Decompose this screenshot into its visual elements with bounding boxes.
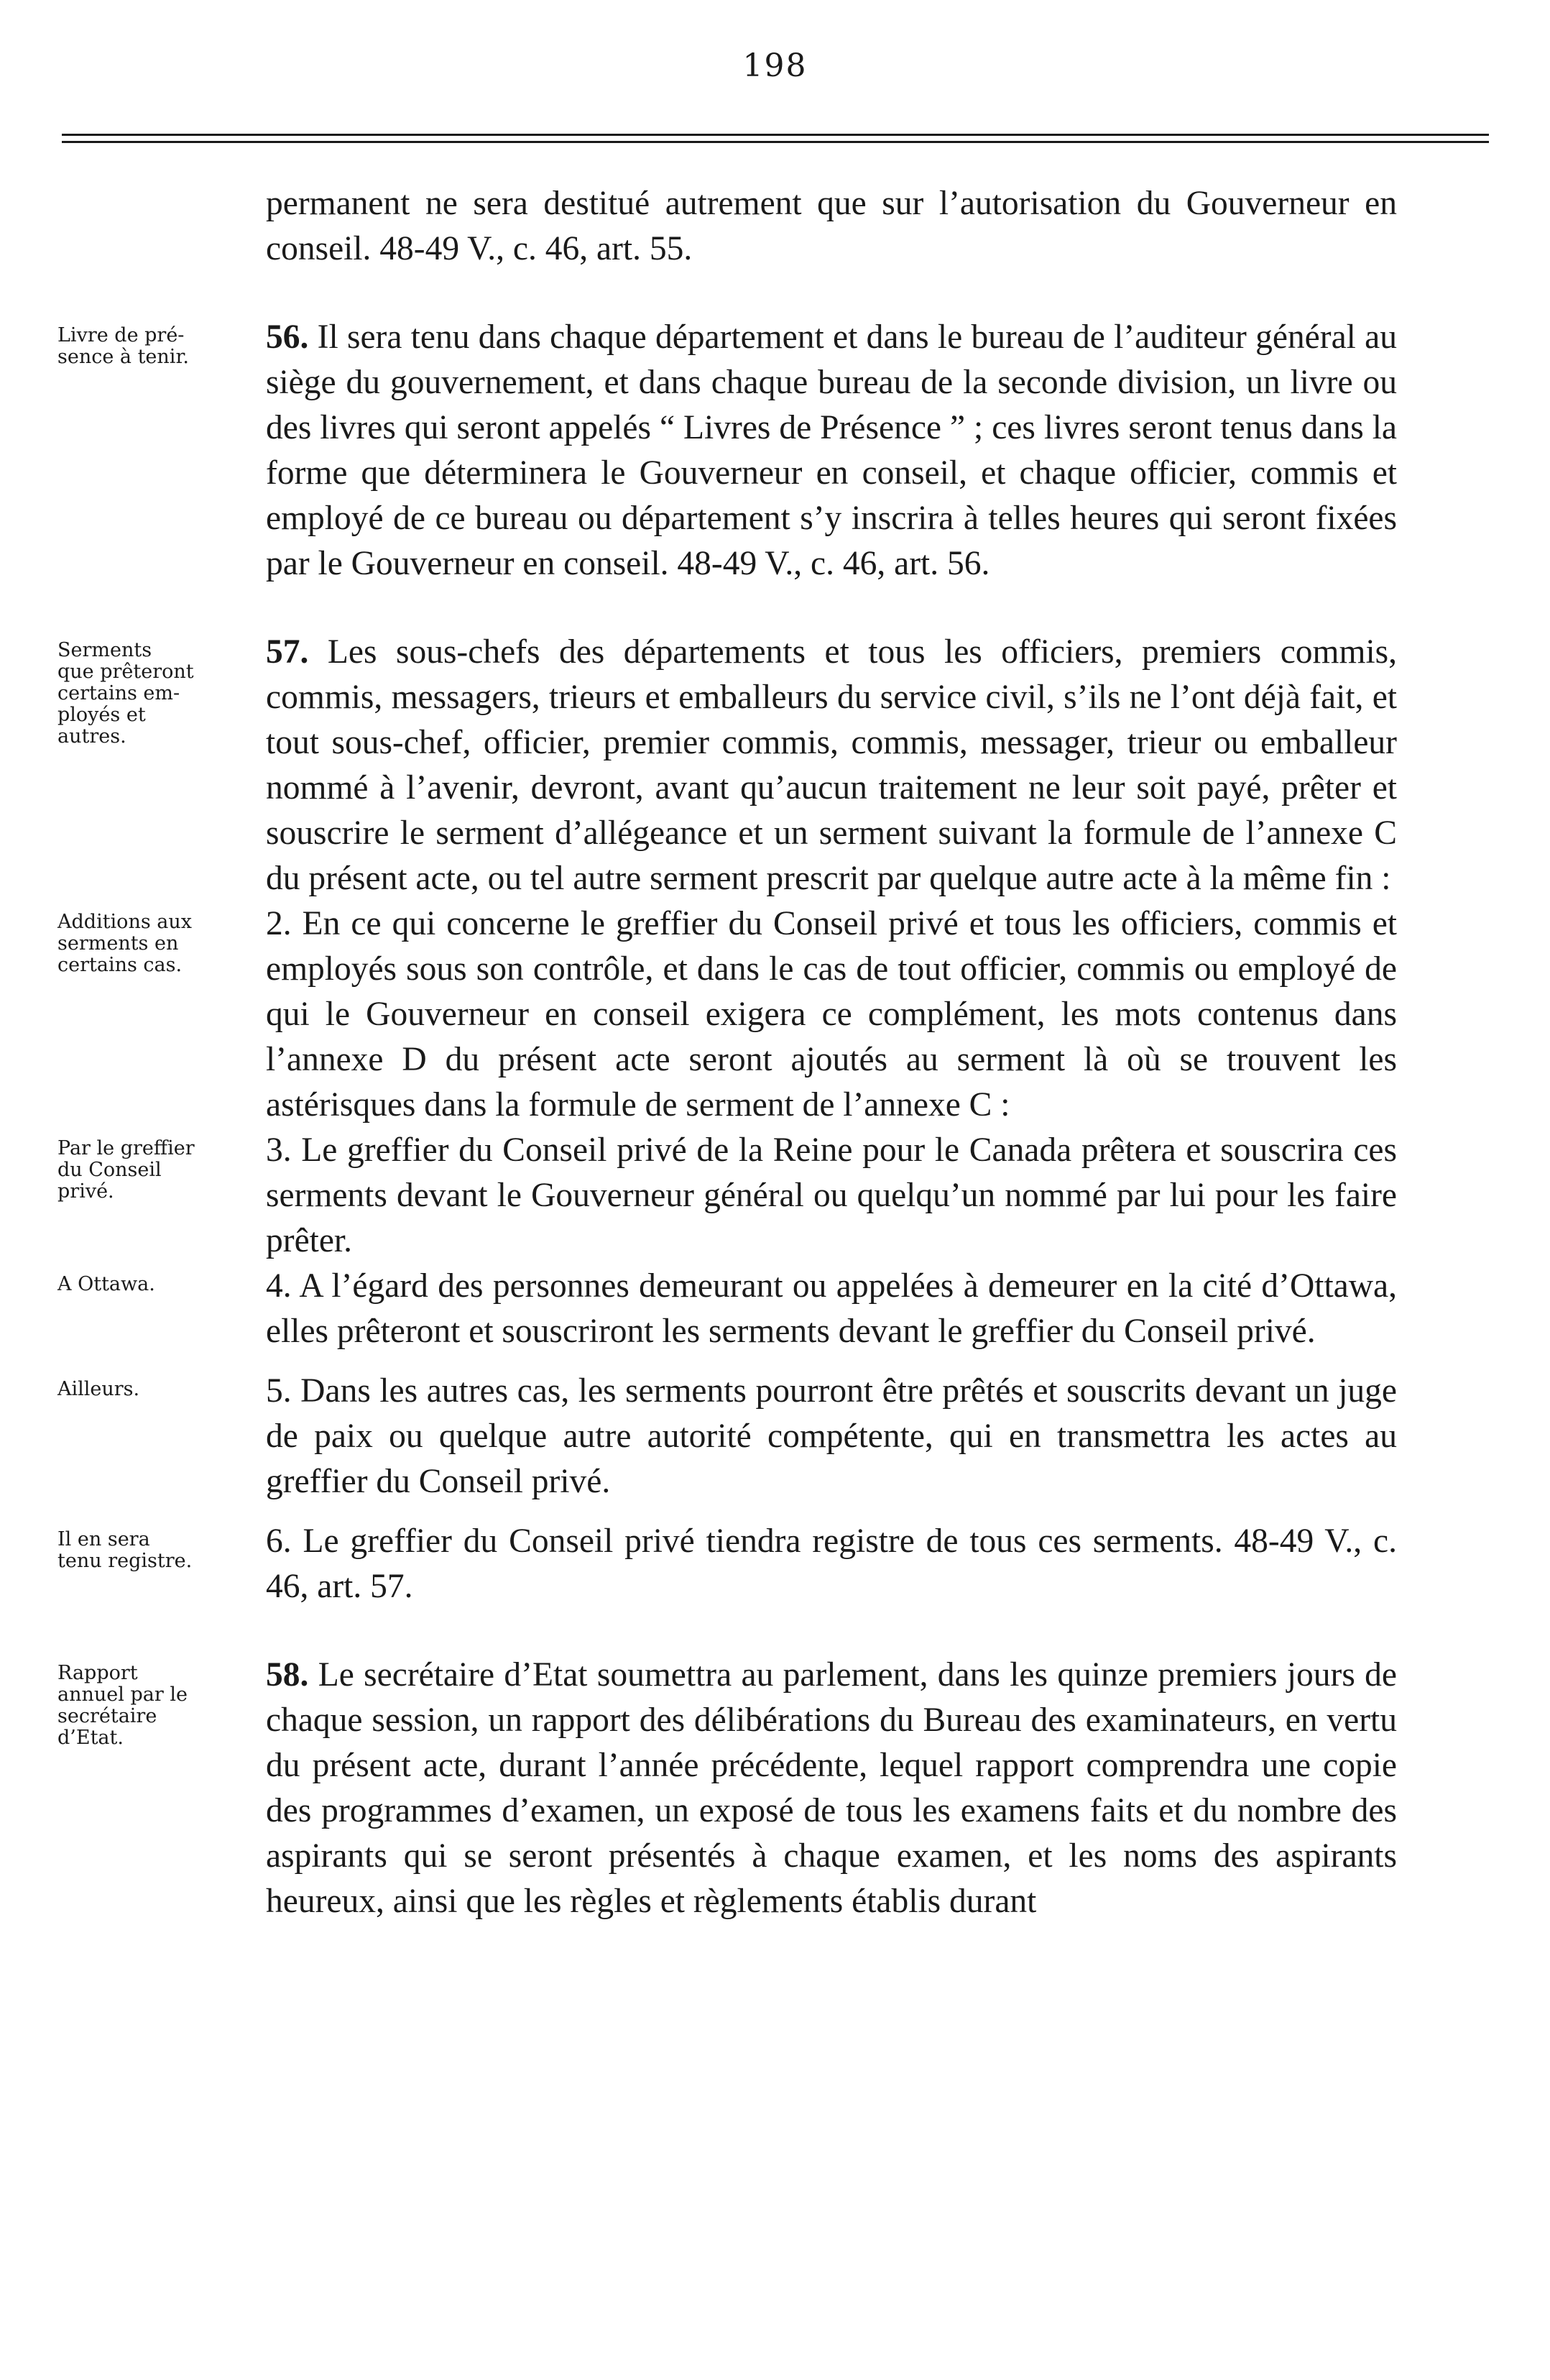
section-56 bbox=[57, 315, 1466, 587]
margin-note-57-6 bbox=[57, 1519, 266, 1572]
margin-note-line: Par le greffier bbox=[57, 1137, 195, 1159]
margin-note-line: autres. bbox=[57, 725, 126, 748]
margin-note-line: annuel par le bbox=[57, 1683, 188, 1706]
margin-note-57-5 bbox=[57, 1369, 266, 1400]
margin-note-line: A Ottawa. bbox=[57, 1273, 155, 1295]
section-text: Les sous-chefs des départements et tous les officiers, premiers commis, commis, messagers, trieurs et emballeurs du service civil, s’ils ne l’ont déjà fait, et tout sous-chef, officier, premier commis, commis, messager, trieur ou emballeur nommé à l’avenir, devront, avant qu’aucun traitement ne leur soit payé, prêter et souscrire le serment d’allégeance et un serment suivant la formule de l’annexe C du présent acte, ou tel autre serment prescrit par quelque autre acte à la même fin : bbox=[266, 633, 1397, 897]
section-57-subsection-4 bbox=[57, 1264, 1466, 1354]
margin-note-57-2 bbox=[57, 901, 266, 976]
subsection-6-paragraph: 6. Le greffier du Conseil privé tiendra registre de tous ces serments. 48-49 V., c. 46, art. 57. bbox=[266, 1522, 1397, 1605]
subsection-4-paragraph: 4. A l’égard des personnes demeurant ou appelées à demeurer en la cité d’Ottawa, elles prêteront et souscriront les serments devant le greffier du Conseil privé. bbox=[266, 1267, 1397, 1350]
margin-note-line: certains cas. bbox=[57, 954, 183, 976]
margin-note-line: sence à tenir. bbox=[57, 346, 189, 368]
section-56-paragraph bbox=[266, 315, 1397, 587]
page-number: 198 bbox=[742, 47, 808, 84]
margin-note-57-4 bbox=[57, 1264, 266, 1295]
margin-note-line: que prêteront bbox=[57, 661, 194, 683]
margin-note-58 bbox=[57, 1653, 266, 1749]
margin-note-line: du Conseil bbox=[57, 1159, 162, 1181]
subsection-3-paragraph: 3. Le greffier du Conseil privé de la Reine pour le Canada prêtera et souscrira ces serments devant le Gouverneur général ou quelqu’un nommé par lui pour les faire prêter. bbox=[266, 1131, 1397, 1259]
margin-note-line: ployés et bbox=[57, 704, 146, 726]
page-body bbox=[57, 181, 1466, 1924]
margin-note-line: privé. bbox=[57, 1180, 114, 1203]
header-rule-bottom bbox=[62, 141, 1489, 143]
section-number: 56. bbox=[266, 318, 309, 356]
section-57-subsection-6 bbox=[57, 1519, 1466, 1609]
margin-note-line: Livre de pré- bbox=[57, 324, 185, 346]
margin-note-line: Rapport bbox=[57, 1662, 138, 1684]
margin-note-empty bbox=[57, 181, 266, 191]
margin-note-line: certains em- bbox=[57, 682, 180, 704]
intro-paragraph: permanent ne sera destitué autrement que sur l’autorisation du Gouverneur en conseil. 48-49 V., c. 46, art. 55. bbox=[266, 185, 1397, 267]
section-number: 57. bbox=[266, 633, 309, 671]
header-rule-top bbox=[62, 134, 1489, 136]
section-58 bbox=[57, 1653, 1466, 1924]
section-number: 58. bbox=[266, 1656, 309, 1694]
margin-note-56 bbox=[57, 315, 266, 368]
section-58-paragraph bbox=[266, 1653, 1397, 1924]
margin-note-line: d’Etat. bbox=[57, 1727, 124, 1749]
subsection-2-paragraph: 2. En ce qui concerne le greffier du Conseil privé et tous les officiers, commis et employés sous son contrôle, et dans le cas de tout officier, commis ou employé de qui le Gouverneur en conseil exigera ce complément, les mots contenus dans l’annexe D du présent acte seront ajoutés au serment là où se trouvent les astérisques dans la formule de serment de l’annexe C : bbox=[266, 905, 1397, 1124]
subsection-5-paragraph: 5. Dans les autres cas, les serments pourront être prêtés et souscrits devant un juge de paix ou quelque autre autorité compétente, qui en transmettra les actes au greffier du Conseil privé. bbox=[266, 1372, 1397, 1500]
section-57 bbox=[57, 630, 1466, 901]
margin-note-line: Additions aux bbox=[57, 911, 192, 933]
margin-note-line: Serments bbox=[57, 639, 152, 661]
margin-note-line: Ailleurs. bbox=[57, 1378, 140, 1400]
margin-note-line: Il en sera bbox=[57, 1528, 150, 1550]
section-57-paragraph bbox=[266, 630, 1397, 901]
margin-note-57 bbox=[57, 630, 266, 748]
section-57-subsection-5 bbox=[57, 1369, 1466, 1504]
section-text: Il sera tenu dans chaque département et dans le bureau de l’auditeur général au siège du gouvernement, et dans chaque bureau de la seconde division, un livre ou des livres qui seront appelés “ Livres de Présence ” ; ces livres seront tenus dans la forme que déterminera le Gouverneur en conseil, et chaque officier, commis et employé de ce bureau ou département s’y inscrira à telles heures qui seront fixées par le Gouverneur en conseil. 48-49 V., c. 46, art. 56. bbox=[266, 318, 1397, 582]
intro-paragraph-entry bbox=[57, 181, 1466, 272]
margin-note-line: serments en bbox=[57, 932, 179, 955]
section-57-subsection-3 bbox=[57, 1128, 1466, 1264]
margin-note-line: secrétaire bbox=[57, 1705, 157, 1727]
section-57-subsection-2 bbox=[57, 901, 1466, 1128]
margin-note-line: tenu registre. bbox=[57, 1550, 193, 1572]
section-text: Le secrétaire d’Etat soumettra au parlement, dans les quinze premiers jours de chaque session, un rapport des délibérations du Bureau des examinateurs, en vertu du présent acte, durant l’année précédente, lequel rapport comprendra une copie des programmes d’examen, un exposé de tous les examens faits et du nombre des aspirants qui se seront présentés à chaque examen, et les noms des aspirants heureux, ainsi que les règles et règlements établis durant bbox=[266, 1656, 1397, 1920]
margin-note-57-3 bbox=[57, 1128, 266, 1203]
